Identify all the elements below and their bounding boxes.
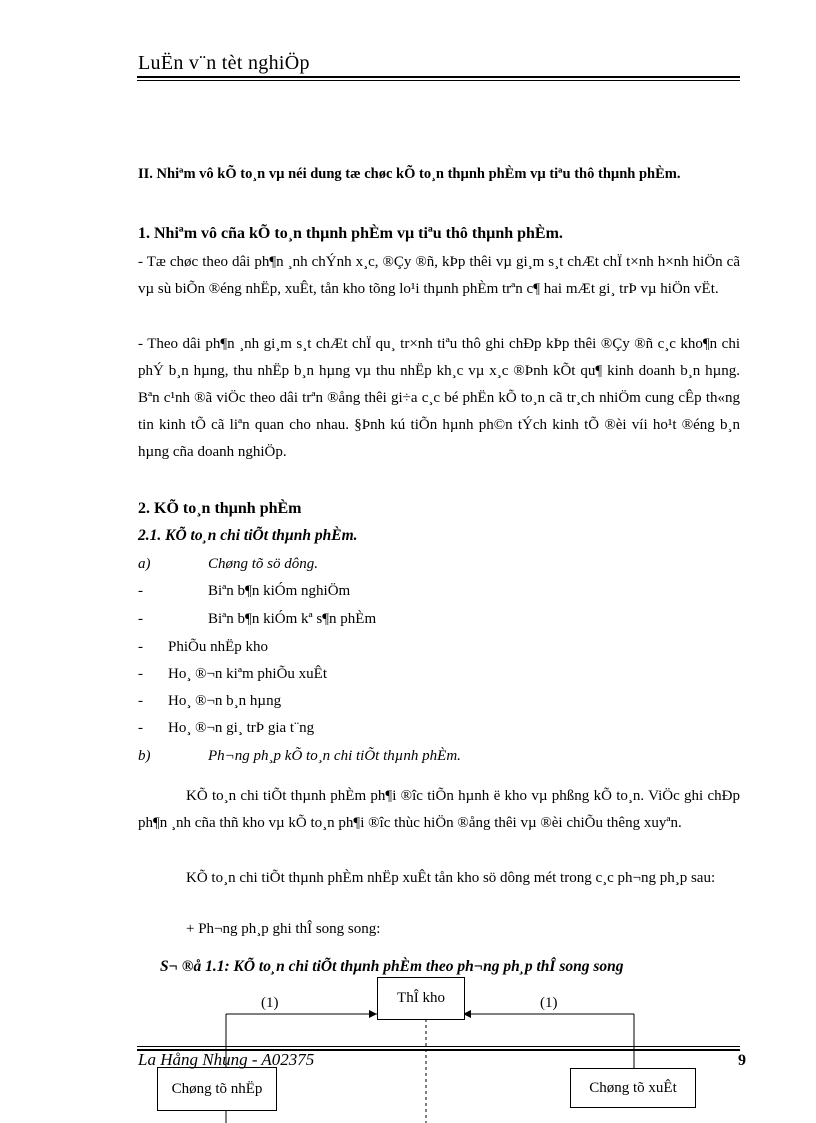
left-label: (1) xyxy=(261,995,279,1011)
list-text: Ho¸ ®¬n kiªm phiÕu xuÊt xyxy=(168,666,327,682)
paragraph-4: KÕ to¸n chi tiÕt thµnh phÈm nhËp xuÊt tån kho sö dông mét trong c¸c ph¬ng ph¸p sau: xyxy=(186,870,716,886)
list-text: Ph¬ng ph¸p kÕ to¸n chi tiÕt thµnh phÈm. xyxy=(208,748,461,764)
list-marker: - xyxy=(138,583,143,599)
diagram-title: S¬ ®å 1.1: KÕ to¸n chi tiÕt thµnh phÈm theo ph¬ng ph¸p thÎ song song xyxy=(160,958,624,975)
heading-1: 1. Nhiªm vô cña kÕ to¸n thµnh phÈm vµ tiªu thô thµnh phÈm. xyxy=(138,225,563,242)
list-text: Chøng tõ sö dông. xyxy=(208,556,319,572)
list-marker: - xyxy=(138,639,143,655)
list-marker: - xyxy=(138,666,143,682)
paragraph-3: KÕ to¸n chi tiÕt thµnh phÈm ph¶i ®îc tiÕn hµnh ë kho vµ phßng kÕ to¸n. ViÖc ghi chÐp ph¶n ¸nh cña thñ kho vµ kÕ to¸n ph¶i ®îc thùc hiÖn ®ång thêi vµ ®èi chiÕu thêng xuyªn. xyxy=(138,788,740,831)
center-box: ThÎ kho xyxy=(377,977,465,1020)
list-marker: - xyxy=(138,720,143,736)
section-heading: II. Nhiªm vô kÕ to¸n vµ néi dung tæ chøc kÕ to¸n thµnh phÈm vµ tiªu thô thµnh phÈm. xyxy=(138,166,681,182)
list-marker: - xyxy=(138,611,143,627)
right-label: (1) xyxy=(540,995,558,1011)
list-text: Ho¸ ®¬n gi¸ trÞ gia t¨ng xyxy=(168,720,315,736)
list-marker: b) xyxy=(138,748,151,764)
left-box: Chøng tõ nhËp xyxy=(157,1067,277,1111)
footer-author: La Hång Nhung - A02375 xyxy=(138,1050,315,1069)
paragraph-1: - Tæ chøc theo dâi ph¶n ¸nh chÝnh x¸c, ®Çy ®ñ, kÞp thêi vµ gi¸m s¸t chÆt chÏ t×nh h×nh hiÖn cã vµ sù biÕn ®éng nhËp, xuÊt, tån kho tõng lo¹i thµnh phÈm trªn c¶ hai mÆt gi¸ trÞ vµ hiÖn vËt. xyxy=(138,254,740,297)
list-text: Biªn b¶n kiÓm nghiÖm xyxy=(208,583,351,599)
heading-2-1: 2.1. KÕ to¸n chi tiÕt thµnh phÈm. xyxy=(138,527,358,544)
list-text: PhiÕu nhËp kho xyxy=(168,639,269,655)
list-marker: a) xyxy=(138,556,151,572)
list-text: Biªn b¶n kiÓm kª s¶n phÈm xyxy=(208,611,377,627)
page-number: 9 xyxy=(738,1052,746,1069)
list-text: Ho¸ ®¬n b¸n hµng xyxy=(168,693,282,709)
paragraph-2: - Theo dâi ph¶n ¸nh gi¸m s¸t chÆt chÏ qu¸ tr×nh tiªu thô ghi chÐp kÞp thêi ®Çy ®ñ c¸c kho¶n chi phÝ b¸n hµng, thu nhËp b¸n hµng vµ thu nhËp kh¸c vµ x¸c ®Þnh kÕt qu¶ kinh doanh b¸n hµng. Bªn c¹nh ®ã viÖc theo dâi trªn ®ång thêi gi÷a c¸c bé phËn kÕ to¸n cã tr¸ch nhiÖm cung cÊp th«ng tin kinh tÕ cã liªn quan cho nhau. §Þnh kú tiÕn hµnh ph©n tÝch kinh tÕ ®èi víi ho¹t ®éng b¸n hµng cña doanh nghiÖp. xyxy=(138,336,740,460)
page-header-title: LuËn v¨n tèt nghiÖp xyxy=(138,52,310,74)
heading-2: 2. KÕ to¸n thµnh phÈm xyxy=(138,500,302,517)
right-box: Chøng tõ xuÊt xyxy=(570,1068,696,1108)
list-marker: - xyxy=(138,693,143,709)
method-line: + Ph¬ng ph¸p ghi thÎ song song: xyxy=(186,921,381,937)
footer-rule-thin xyxy=(137,1046,740,1047)
